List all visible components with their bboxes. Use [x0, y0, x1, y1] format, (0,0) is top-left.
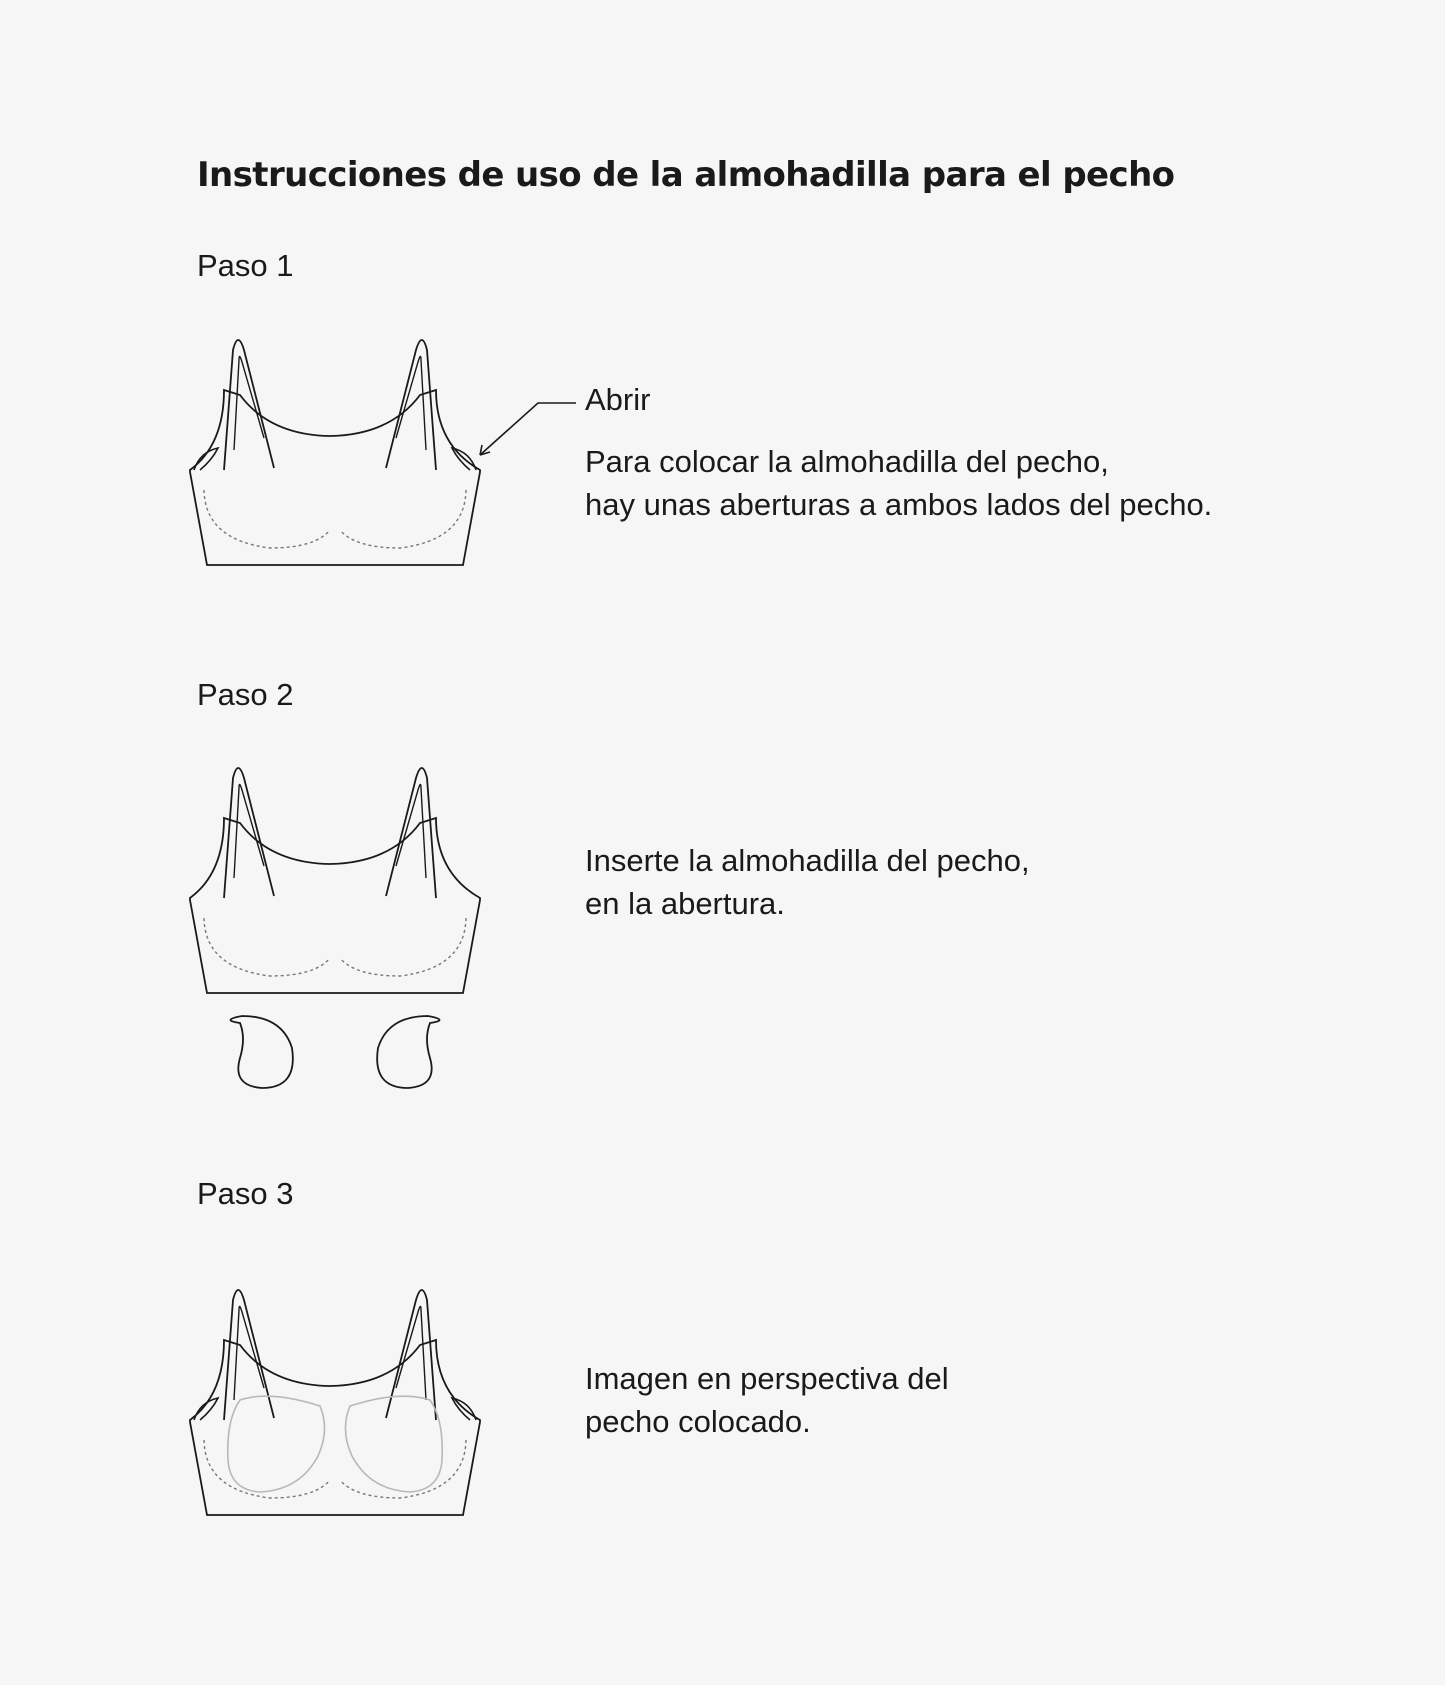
right-pad-icon — [377, 1016, 439, 1088]
step-3-line-2: pecho colocado. — [585, 1404, 811, 1439]
step-3-line-1: Imagen en perspectiva del — [585, 1361, 949, 1396]
step-2-line-1: Inserte la almohadilla del pecho, — [585, 843, 1030, 878]
bra-illustration-step-3 — [190, 1280, 490, 1530]
left-opening-mark — [194, 448, 218, 470]
left-pad-icon — [230, 1016, 292, 1088]
step-2-label: Paso 2 — [197, 677, 294, 712]
step-3-description — [585, 1357, 949, 1443]
left-inserted-pad — [228, 1396, 325, 1492]
left-opening-mark — [194, 1398, 218, 1420]
step-3-label: Paso 3 — [197, 1176, 294, 1211]
step-2-line-2: en la abertura. — [585, 886, 785, 921]
step-1-line-2: hay unas aberturas a ambos lados del pecho. — [585, 487, 1213, 522]
step-1-line-1: Para colocar la almohadilla del pecho, — [585, 444, 1109, 479]
bra-illustration-step-2 — [190, 758, 490, 1088]
page-title: Instrucciones de uso de la almohadilla para el pecho — [197, 155, 1175, 195]
opening-arrow-icon — [470, 395, 580, 455]
step-1-label: Paso 1 — [197, 248, 294, 283]
open-callout: Abrir — [585, 382, 651, 417]
right-inserted-pad — [345, 1396, 442, 1492]
step-1-description — [585, 440, 1212, 526]
bra-illustration-step-1 — [190, 330, 490, 580]
step-2-description — [585, 839, 1030, 925]
